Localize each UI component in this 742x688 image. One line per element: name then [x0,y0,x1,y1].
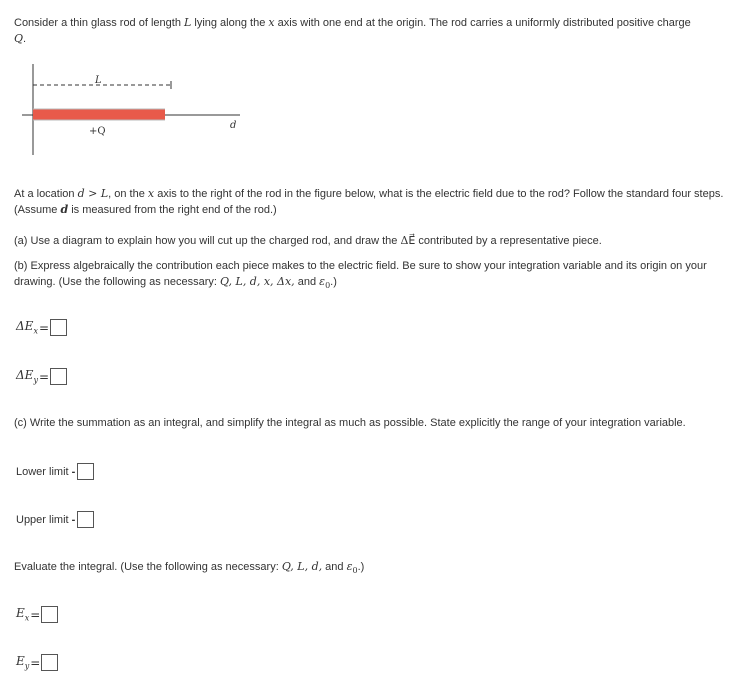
ey-input[interactable] [41,654,58,671]
charged-rod [33,109,165,120]
evaluate-text: Evaluate the integral. (Use the following as necessary: Q, L, d, and $\varepsilon_0$.) [14,560,365,576]
delta-ex-label: $\Delta E_x$ [16,319,38,336]
part-a-text: (a) Use a diagram to explain how you will cut up the charged rod, and draw the ΔE⃗ contributed by a representative piece. [14,234,602,247]
part-b-text: (b) Express algebraically the contribution each piece makes to the electric field. Be sure to show your integration variable and its origin on your drawing. (Use the following as necessary: Q, L, d, x, Δx, and $\varepsilon_0$.) [14,260,707,291]
intro-text: Consider a thin glass rod of length L lying along the x axis with one end at the origin. The rod carries a uniformly distributed positive charge Q. [14,16,691,45]
question-text: At a location d > L, on the x axis to the right of the rod in the figure below, what is the electric field due to the rod? Follow the standard four steps. (Assume d is measured from the right end of the rod.) [14,187,724,216]
ex-input[interactable] [41,606,58,623]
delta-ey-label: $\Delta E_y$ [16,368,38,385]
delta-ey-input[interactable] [50,368,67,385]
delta-ex-input[interactable] [50,319,67,336]
distance-label: d [230,120,237,131]
charge-label: +Q [89,126,106,137]
rod-figure [22,62,252,162]
ex-row: $E_x$ = [16,606,58,623]
upper-limit-row: Upper limit - [16,511,94,528]
ey-row: $E_y$ = [16,654,58,671]
delta-ex-row: $\Delta E_x$ = [16,319,67,336]
lower-limit-row: Lower limit - [16,463,94,480]
part-c-text: (c) Write the summation as an integral, and simplify the integral as much as possible. State explicitly the range of your integration variable. [14,417,686,429]
ex-label: $E_x$ [16,606,30,623]
upper-limit-label: Upper limit [16,513,69,526]
ey-label: $E_y$ [16,654,30,671]
upper-limit-input[interactable] [77,511,94,528]
length-label: L [95,75,102,86]
lower-limit-input[interactable] [77,463,94,480]
lower-limit-label: Lower limit [16,465,69,478]
delta-ey-row: $\Delta E_y$ = [16,368,67,385]
